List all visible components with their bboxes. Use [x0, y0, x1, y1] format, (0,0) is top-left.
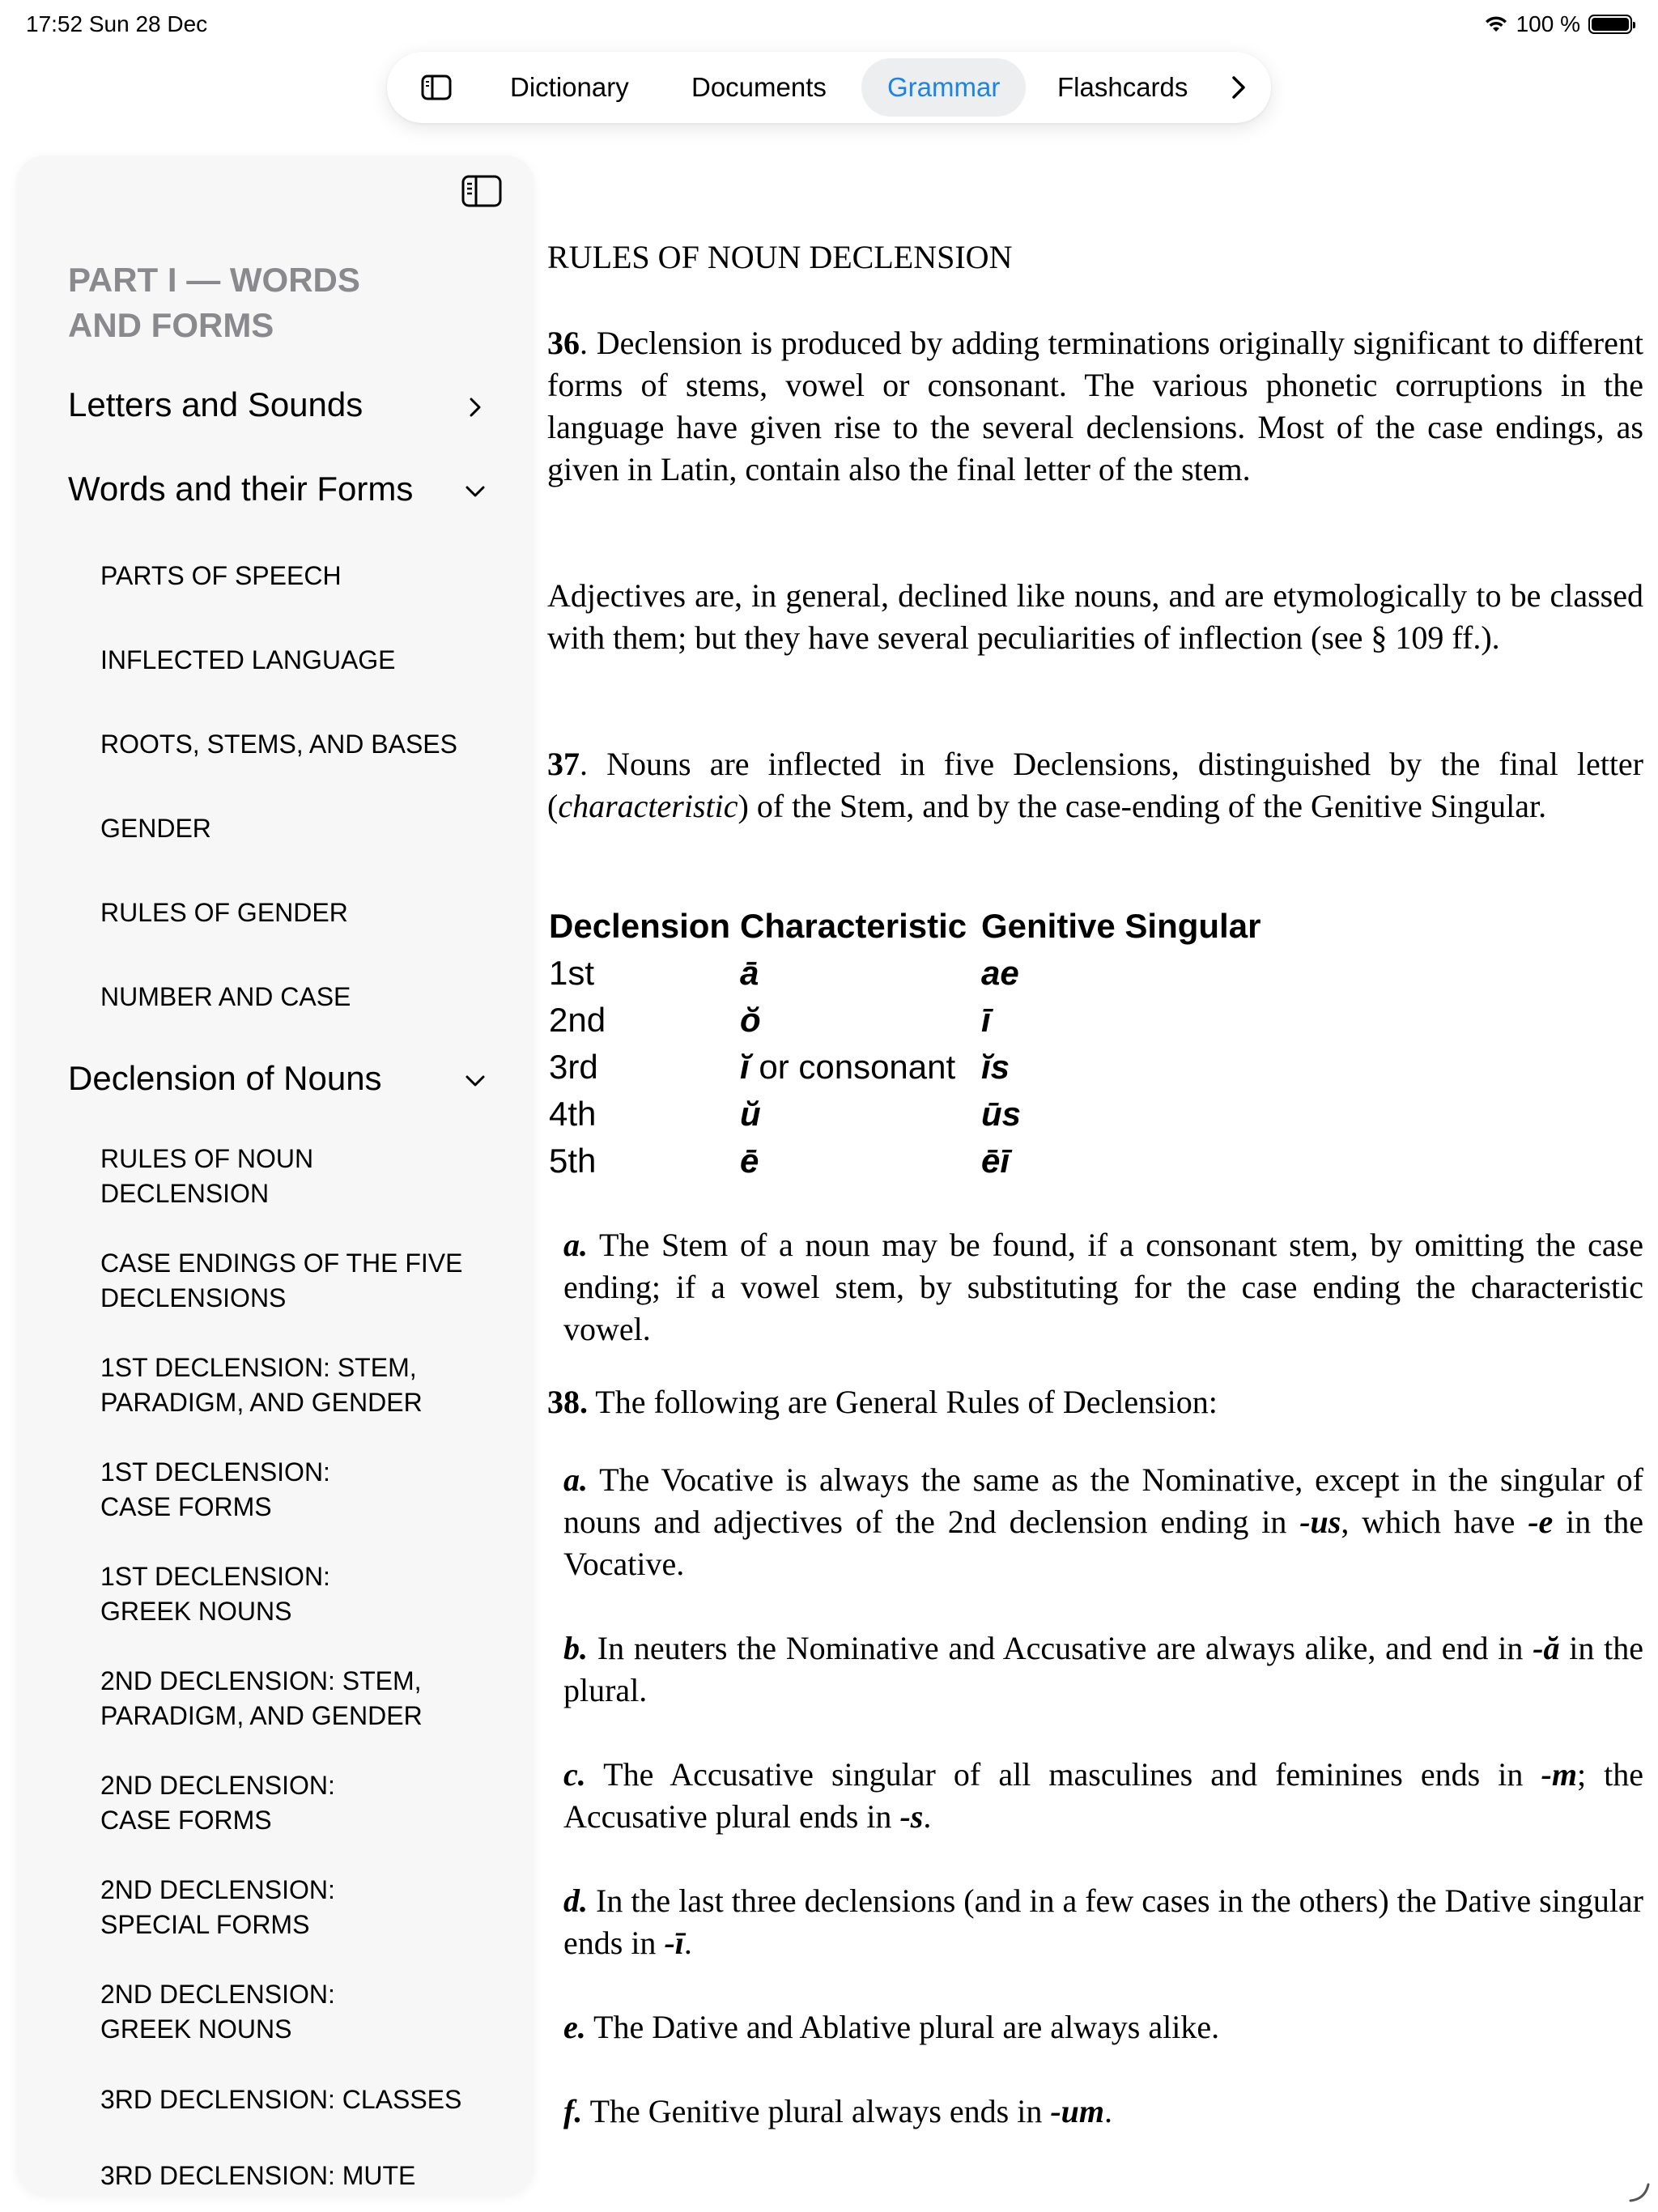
- sidebar-item-2nd-decl-greek-nouns[interactable]: 2ND DECLENSION: GREEK NOUNS: [100, 1980, 335, 2044]
- sidebar-item-rules-of-noun-declension[interactable]: RULES OF NOUN DECLENSION: [100, 1144, 314, 1208]
- sidebar-item-1st-decl-case-forms[interactable]: 1ST DECLENSION: CASE FORMS: [100, 1457, 330, 1521]
- tab-grammar[interactable]: Grammar: [861, 58, 1026, 117]
- rule-d: d. In the last three declensions (and in a few cases in the others) the Dative singular ends in -ī.: [563, 1882, 1644, 1961]
- table-header-declension: Declension: [549, 907, 731, 945]
- sidebar-item-number-and-case[interactable]: NUMBER AND CASE: [100, 982, 351, 1011]
- table-header-characteristic: Characteristic: [740, 907, 967, 945]
- sidebar-item-3rd-decl-mute[interactable]: 3RD DECLENSION: MUTE: [100, 2161, 416, 2190]
- sidebar-item-roots-stems-bases[interactable]: ROOTS, STEMS, AND BASES: [100, 730, 457, 759]
- rule-f: f. The Genitive plural always ends in -um.: [563, 2093, 1113, 2129]
- battery-icon: [1588, 15, 1632, 34]
- sidebar-collapse-icon[interactable]: [461, 175, 502, 207]
- tab-flashcards[interactable]: Flashcards: [1057, 72, 1188, 102]
- top-tab-bar: [387, 52, 1271, 123]
- sidebar-item-case-endings[interactable]: CASE ENDINGS OF THE FIVE DECLENSIONS: [100, 1249, 463, 1312]
- grammar-sidebar: [16, 155, 534, 2196]
- rule-a: a. The Vocative is always the same as the Nominative, except in the singular of nouns and adjectives of the 2nd declension ending in -us, which have -e in the Vocative.: [563, 1461, 1644, 1582]
- sidebar-item-2nd-decl-special-forms[interactable]: 2ND DECLENSION: SPECIAL FORMS: [100, 1875, 335, 1939]
- sidebar-item-1st-decl-greek-nouns[interactable]: 1ST DECLENSION: GREEK NOUNS: [100, 1562, 330, 1626]
- paragraph-36: 36. Declension is produced by adding terminations originally significant to different forms of stems, vowel or consonant. The various phonetic corruptions in the language have given rise to the several declensions. Most of the case endings, as given in Latin, contain also the final letter of the stem.: [547, 325, 1643, 487]
- tab-documents[interactable]: Documents: [691, 72, 827, 102]
- sidebar-item-1st-decl-stem[interactable]: 1ST DECLENSION: STEM, PARADIGM, AND GENDER: [100, 1353, 423, 1417]
- paragraph-37a: a. The Stem of a noun may be found, if a consonant stem, by omitting the case ending; if a vowel stem, by substituting for the case ending the characteristic vowel.: [563, 1227, 1643, 1347]
- sidebar-item-2nd-decl-stem[interactable]: 2ND DECLENSION: STEM, PARADIGM, AND GENDER: [100, 1666, 423, 1730]
- tab-dictionary[interactable]: Dictionary: [510, 72, 629, 102]
- wifi-icon: [1484, 15, 1508, 33]
- resize-handle-icon[interactable]: [1627, 2180, 1652, 2204]
- sidebar-item-gender[interactable]: GENDER: [100, 814, 211, 843]
- sidebar-item-3rd-decl-classes[interactable]: 3RD DECLENSION: CLASSES: [100, 2085, 462, 2114]
- rule-e: e. The Dative and Ablative plural are always alike.: [563, 2009, 1220, 2045]
- status-indicators: [1484, 11, 1632, 37]
- sidebar-item-2nd-decl-case-forms[interactable]: 2ND DECLENSION: CASE FORMS: [100, 1771, 335, 1835]
- sidebar-toggle-icon[interactable]: [421, 74, 452, 100]
- section-words-and-their-forms[interactable]: Words and their Forms: [68, 470, 414, 508]
- battery-percent: 100 %: [1516, 11, 1580, 36]
- chevron-right-icon[interactable]: [463, 395, 487, 419]
- sidebar-item-parts-of-speech[interactable]: PARTS OF SPEECH: [100, 561, 342, 590]
- chevron-down-icon[interactable]: [463, 479, 487, 504]
- page-title: RULES OF NOUN DECLENSION: [547, 239, 1013, 275]
- sidebar-item-rules-of-gender[interactable]: RULES OF GENDER: [100, 898, 348, 927]
- part-title: PART I — WORDS AND FORMS: [68, 261, 360, 344]
- chevron-down-icon[interactable]: [463, 1069, 487, 1093]
- section-declension-of-nouns[interactable]: Declension of Nouns: [68, 1059, 382, 1097]
- paragraph-37: 37. Nouns are inflected in five Declensions, distinguished by the final letter (characteristic) of the Stem, and by the case-ending of the Genitive Singular.: [547, 746, 1643, 824]
- paragraph-38: 38. The following are General Rules of Declension:: [547, 1384, 1218, 1420]
- rule-b: b. In neuters the Nominative and Accusative are always alike, and end in -ă in the plural.: [563, 1630, 1644, 1708]
- chevron-right-icon[interactable]: [1224, 73, 1253, 102]
- section-letters-and-sounds[interactable]: Letters and Sounds: [68, 385, 363, 423]
- table-header-genitive: Genitive Singular: [981, 907, 1261, 945]
- rule-c: c. The Accusative singular of all masculines and feminines ends in -m; the Accusative plural ends in -s.: [563, 1756, 1644, 1835]
- sidebar-item-inflected-language[interactable]: INFLECTED LANGUAGE: [100, 645, 396, 674]
- status-time: 17:52 Sun 28 Dec: [26, 11, 208, 36]
- paragraph-adjectives: Adjectives are, in general, declined like nouns, and are etymologically to be classed with them; but they have several peculiarities of inflection (see § 109 ff.).: [547, 577, 1643, 656]
